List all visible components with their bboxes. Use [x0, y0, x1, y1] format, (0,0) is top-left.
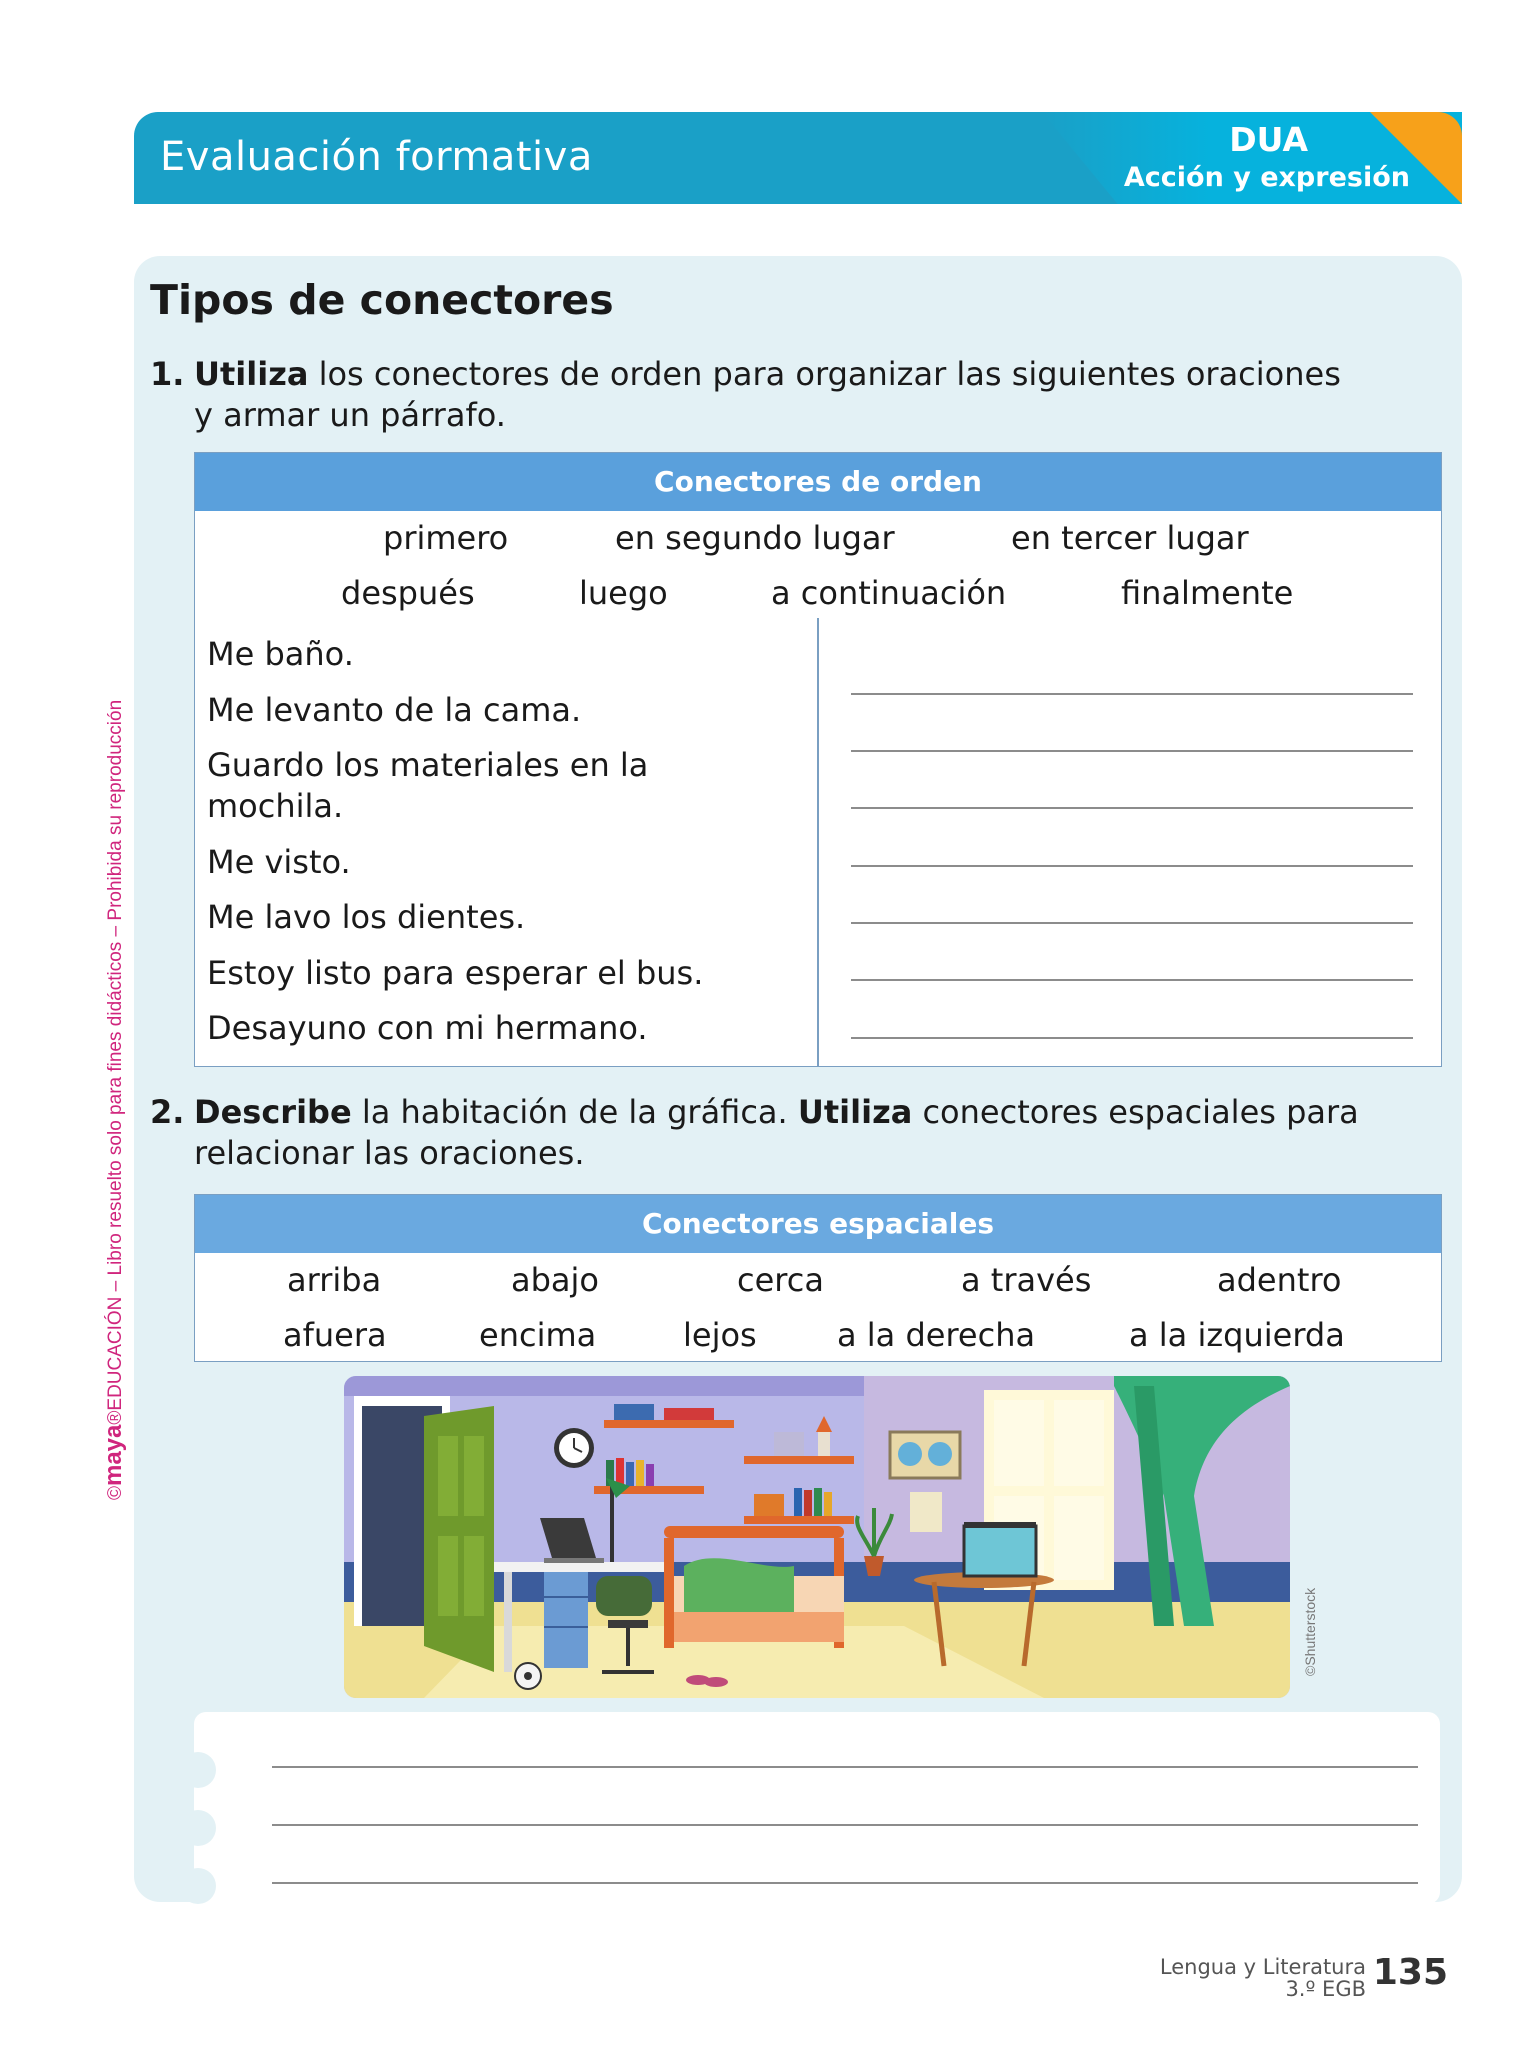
instruction-verb: Utiliza [797, 1093, 913, 1131]
connector-row-1 [195, 1253, 1441, 1308]
writing-line[interactable] [272, 1882, 1418, 1884]
instruction-text-cont: y armar un párrafo. [194, 396, 506, 434]
instruction-verb: Describe [194, 1093, 352, 1131]
header-banner [134, 112, 1462, 204]
connector-word: luego [579, 574, 668, 612]
writing-area[interactable] [194, 1712, 1440, 1904]
exercise-1-instruction [150, 354, 1341, 436]
writing-line[interactable] [272, 1824, 1418, 1826]
notebook-hole [180, 1752, 216, 1788]
brand-logo: maya [100, 1424, 127, 1486]
connector-word: a la izquierda [1129, 1316, 1345, 1354]
answer-line[interactable] [851, 865, 1413, 867]
page-number: 135 [1372, 1952, 1448, 1993]
copyright-symbol: © [105, 1486, 126, 1500]
connector-word: lejos [683, 1316, 757, 1354]
exercise-number: 2. [150, 1093, 185, 1131]
sentence-item: Guardo los materiales en la mochila. [207, 746, 649, 825]
sentences-panel [194, 618, 1442, 1067]
connector-word: en segundo lugar [615, 519, 895, 557]
answer-line[interactable] [851, 693, 1413, 695]
subject-name: Lengua y Literatura [1159, 1955, 1366, 1979]
instruction-text: los conectores de orden para organizar las siguientes oraciones [308, 355, 1341, 393]
connector-word: cerca [737, 1261, 824, 1299]
connector-row-2 [195, 1308, 1441, 1363]
image-credit: ©Shutterstock [1302, 1587, 1318, 1676]
connector-word: finalmente [1121, 574, 1294, 612]
connector-word: a la derecha [837, 1316, 1036, 1354]
spatial-connectors-table [194, 1194, 1442, 1362]
answer-line[interactable] [851, 979, 1413, 981]
connector-row-2 [195, 566, 1441, 621]
column-divider [817, 618, 819, 1066]
dua-label: DUA [1229, 120, 1308, 159]
table-header: Conectores de orden [195, 453, 1441, 511]
notebook-hole [180, 1810, 216, 1846]
sentence-item: Me levanto de la cama. [207, 691, 582, 729]
instruction-text-cont: relacionar las oraciones. [194, 1134, 585, 1172]
exercise-2-instruction [150, 1092, 1359, 1174]
connector-word: encima [479, 1316, 597, 1354]
sentence-item: Estoy listo para esperar el bus. [207, 954, 704, 992]
instruction-verb: Utiliza [194, 355, 309, 393]
connector-word: arriba [287, 1261, 382, 1299]
registered-symbol: ® [105, 1410, 126, 1425]
bedroom-illustration [344, 1376, 1290, 1698]
answer-line[interactable] [851, 1037, 1413, 1039]
connector-word: adentro [1217, 1261, 1342, 1299]
table-header: Conectores espaciales [195, 1195, 1441, 1253]
connector-row-1 [195, 511, 1441, 566]
connector-word: afuera [283, 1316, 387, 1354]
dua-subtitle: Acción y expresión [1123, 162, 1410, 193]
sentence-item: Desayuno con mi hermano. [207, 1009, 648, 1047]
notebook-hole [180, 1868, 216, 1904]
instruction-text: conectores espaciales para [912, 1093, 1359, 1131]
sentence-item: Me baño. [207, 635, 354, 673]
exercise-number: 1. [150, 355, 185, 393]
section-title: Tipos de conectores [150, 276, 614, 324]
order-connectors-table [194, 452, 1442, 620]
connector-word: después [341, 574, 475, 612]
bedroom-image [344, 1376, 1290, 1698]
answer-line[interactable] [851, 750, 1413, 752]
sentence-item: Me visto. [207, 843, 351, 881]
footer-subject [1160, 1956, 1366, 2000]
copyright-text: EDUCACIÓN – Libro resuelto solo para fines didácticos – Prohibida su reproducción [105, 699, 126, 1411]
connector-word: a través [961, 1261, 1092, 1299]
page-title: Evaluación formativa [160, 134, 593, 180]
sentence-item: Me lavo los dientes. [207, 898, 526, 936]
connector-word: a continuación [771, 574, 1007, 612]
answer-line[interactable] [851, 922, 1413, 924]
connector-word: en tercer lugar [1011, 519, 1249, 557]
writing-line[interactable] [272, 1766, 1418, 1768]
copyright-notice [100, 700, 128, 1500]
connector-word: primero [383, 519, 509, 557]
connector-word: abajo [511, 1261, 599, 1299]
answer-line[interactable] [851, 807, 1413, 809]
instruction-text: la habitación de la gráfica. [351, 1093, 798, 1131]
grade-level: 3.º EGB [1285, 1977, 1366, 2001]
